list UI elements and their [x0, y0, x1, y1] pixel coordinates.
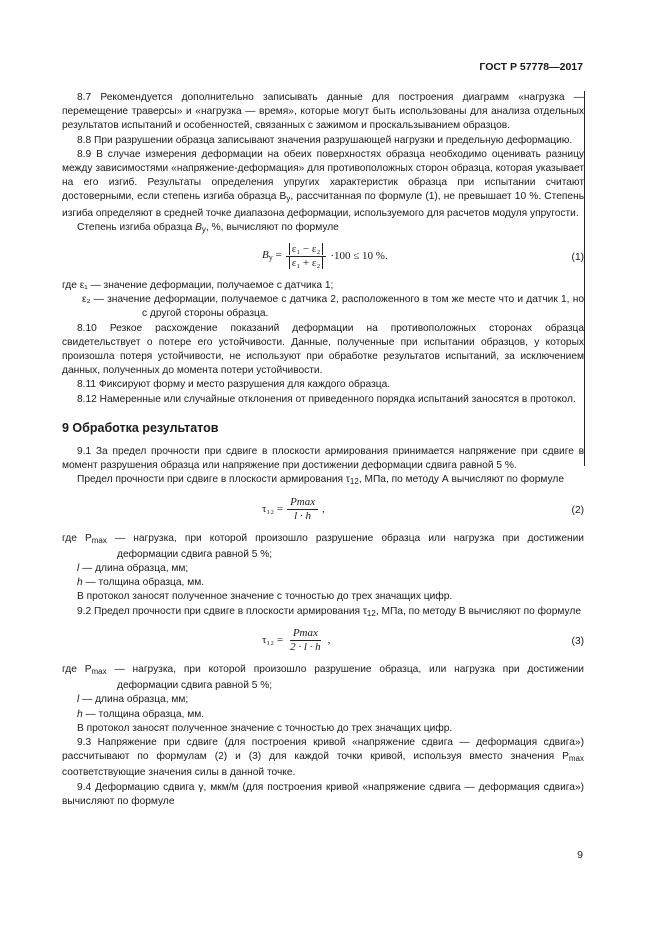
eq2-numerator: Pmax — [287, 496, 318, 510]
para-9-3: 9.3 Напряжение при сдвиге (для построения кривой «напряжение сдвига — деформация сдвига») рассчитывают по формулам (2) и (3) для каждой точки кривой, используя вместо значения $P_{max}$ соответствующие значения силы в данной точке. — [62, 736, 584, 779]
def-pmax: где $P_{max}$ — нагрузка, при которой произошло разрушение образца или нагрузка при достижении деформации сдвига равной 5 %; — [62, 532, 584, 560]
protocol-note-1: В протокол заносят полученное значение с точностью до трех значащих цифр. — [77, 591, 453, 603]
para-9-1b: Предел прочности при сдвиге в плоскости армирования $\tau_{12}$, МПа, по методу А вычисляют по формуле — [77, 474, 564, 487]
para-9-4: 9.4 Деформацию сдвига γ, мкм/м (для построения кривой «напряжение сдвига — деформация сдвига») вычисляют по формуле — [62, 781, 584, 807]
section-9-title: 9 Обработка результатов — [62, 420, 219, 435]
para-8-12: 8.12 Намеренные или случайные отклонения от приведенного порядка испытаний заносятся в протокол. — [77, 393, 576, 405]
def-l: l — длина образца, мм; — [77, 563, 189, 575]
def-l-3: l — длина образца, мм; — [77, 694, 189, 706]
def-pmax-3: где $P_{max}$ — нагрузка, при которой произошло разрушение образца, или нагрузка при достижении деформации сдвига равной 5 %; — [62, 663, 584, 692]
equation-3: τ₁₂ = $\frac{Pmax}{2 \cdot l \cdot h}$ , (3) — [262, 626, 584, 653]
eq2-denominator: l · h — [294, 509, 311, 522]
def-h: h — толщина образца, мм. — [77, 577, 205, 589]
eq3-definitions — [62, 663, 584, 722]
para-8-9: 8.9 В случае измерения деформации на обеих поверхностях образца необходимо оценивать разницу между зависимостями «напряжение-деформация» для противоположных сторон образца, которая указывает на его изгиб. Результаты определения упругих характеристик образца при испытании считают достоверными, если степень изгиба образца $B_y$, рассчитанная по формуле (1), не превышает 10 %. Степень изгиба определяют в средней точке диапазона деформации, используемого для расчетов модуля упругости. — [62, 148, 584, 219]
protocol-note-2: В протокол заносят полученное значение с точностью до трех значащих цифр. — [77, 722, 453, 734]
def-e1: где ε₁ — значение деформации, получаемое с датчика 1; — [62, 280, 334, 292]
eq1-label: (1) — [571, 252, 584, 264]
para-8-10: 8.10 Резкое расхождение показаний деформации на противоположных сторонах образца свидетельствует о потере его устойчивости. Данные, полученные при испытании образцов, у которых произошла потеря устойчивости, не используют при обработке результатов испытаний, за исключением данных, полученных до момента потери устойчивости. — [62, 322, 584, 377]
def-h-3: h — толщина образца, мм. — [77, 708, 205, 720]
equation-2: τ₁₂ = $\frac{Pmax}{l \cdot h}$ , (2) — [262, 495, 584, 522]
eq3-denominator: 2 · l · h — [290, 640, 321, 653]
para-8-7: 8.7 Рекомендуется дополнительно записывать данные для построения диаграмм «нагрузка — перемещение траверсы» и «нагрузка — время», которые могут быть использованы для анализа отдельных результатов испытаний и особенностей, связанных с зажимом и проскальзыванием образцов. — [62, 92, 584, 132]
revision-bar — [584, 91, 585, 466]
eq2-label: (2) — [571, 504, 584, 516]
eq1-denominator: ε₁ + ε₂ — [289, 257, 324, 269]
def-e2: ε₂ — значение деформации, получаемое с датчика 2, расположенного в том же месте что и датчик 1, но с другой стороны образца. — [82, 294, 584, 320]
eq2-definitions — [62, 532, 584, 591]
bend-intro: Степень изгиба образца $B_y$, %, вычисляют по формуле — [77, 221, 339, 234]
para-8-11: 8.11 Фиксируют форму и место разрушения для каждого образца. — [77, 379, 391, 391]
eq3-numerator: Pmax — [290, 627, 321, 641]
page-number: 9 — [577, 849, 583, 861]
equation-1: $B_y$ = $\frac{\text{ε₁ − ε₂}}{\text{ε₁ + ε₂}}$ ·100 ≤ 10 %. (1) — [262, 243, 584, 270]
eq1-definitions — [62, 279, 584, 322]
eq1-numerator: ε₁ − ε₂ — [289, 243, 324, 255]
para-9-1: 9.1 За предел прочности при сдвиге в плоскости армирования принимается напряжение при сдвиге в момент разрушения образца или напряжение при достижении деформации сдвига равной 5 %. — [62, 446, 584, 472]
eq3-label: (3) — [571, 635, 584, 647]
page-content — [62, 91, 584, 809]
para-8-8: 8.8 При разрушении образца записывают значения разрушающей нагрузки и предельную деформацию. — [77, 134, 573, 146]
standard-header: ГОСТ Р 57778—2017 — [479, 61, 583, 73]
para-9-2: 9.2 Предел прочности при сдвиге в плоскости армирования $\tau_{12}$, МПа, по методу В вычисляют по формуле — [77, 605, 581, 618]
